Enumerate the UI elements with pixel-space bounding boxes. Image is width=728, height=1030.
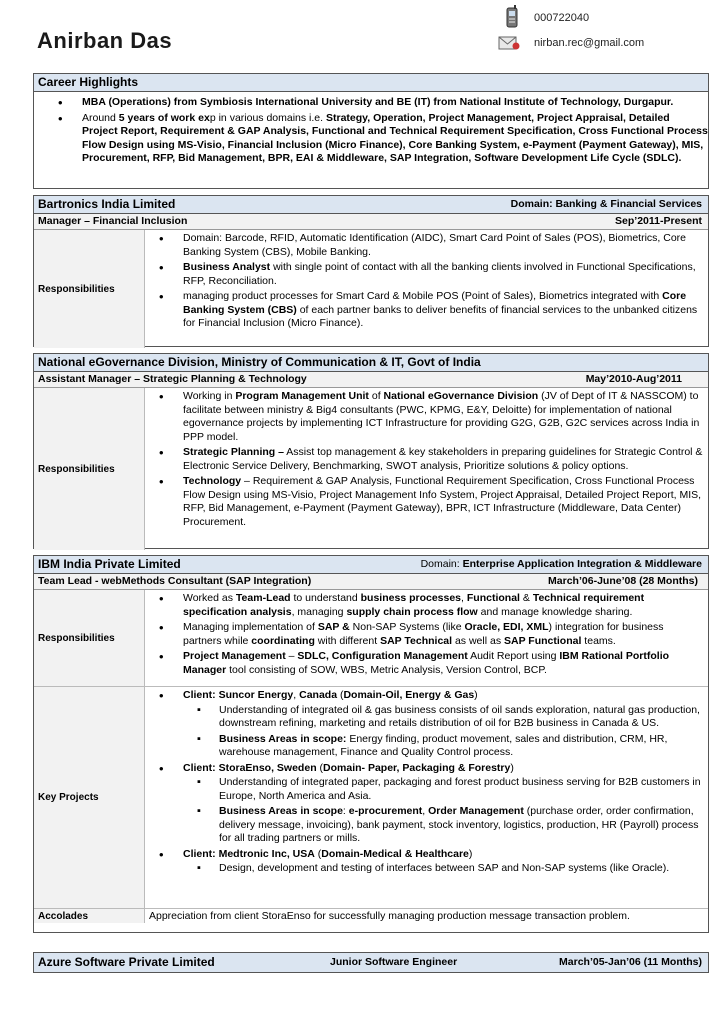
- responsibilities-row: [34, 590, 708, 687]
- row-label: Responsibilities: [34, 590, 145, 686]
- company-bar: [34, 953, 708, 972]
- email-address: nirban.rec@gmail.com: [534, 37, 645, 49]
- period: March’05-Jan’06 (11 Months): [559, 956, 702, 968]
- responsibilities-row: [34, 388, 708, 550]
- company-bar: [34, 556, 708, 574]
- company-bar: [34, 354, 708, 372]
- role-title: Team Lead - webMethods Consultant (SAP Integration): [38, 575, 312, 587]
- accolades-row: [34, 909, 708, 923]
- role-bar: [34, 574, 708, 590]
- period: March’06-June’08 (28 Months): [548, 575, 698, 587]
- project-detail: ▪ Understanding of integrated paper, packaging and forest product business serving for B2B customers in Europe, North America and Asia.: [211, 776, 704, 803]
- row-label: Key Projects: [34, 687, 145, 908]
- period: Sep’2011-Present: [615, 215, 702, 227]
- company-name: Azure Software Private Limited: [38, 955, 215, 969]
- role-title: Assistant Manager – Strategic Planning & Technology: [38, 373, 307, 385]
- list-item: • managing product processes for Smart Card & Mobile POS (Point of Sales), Biometrics integrated with Core Banking System (CBS) of each partner banks to deliver benefits of financial services to the unbanked citizens for Financial Inclusion (Micro Finance).: [175, 290, 704, 331]
- list-item: • Worked as Team-Lead to understand business processes, Functional & Technical requirement specification analysis, managing supply chain process flow and manage knowledge sharing.: [175, 592, 704, 619]
- company-name: National eGovernance Division, Ministry of Communication & IT, Govt of India: [38, 355, 481, 369]
- role-title: Manager – Financial Inclusion: [38, 215, 188, 227]
- key-projects-row: [34, 687, 708, 909]
- career-item: • Around 5 years of work exp in various domains i.e. Strategy, Operation, Project Management, Project Appraisal, Detailed Project Report, Requirement & GAP Analysis, Functional and Technical Requirement Specification, Cross Functional Process Flow Design using MS-Visio, Financial Inclusion (Micro Finance), Core Banking System, e-Payment (Payment Gateway), MIS, Procurement, RFP, Bid Management, BPR, EAI & Middleware, SAP Integration, Software Development Life Cycle (SDLC).: [74, 112, 708, 166]
- list-item: • Project Management – SDLC, Configuration Management Audit Report using IBM Rational Portfolio Manager tool consisting of SOW, WBS, Metric Analysis, Version Control, BCP.: [175, 650, 704, 677]
- role-bar: [34, 214, 708, 230]
- negd-section: [33, 353, 709, 549]
- domain-label: Domain: Banking & Financial Services: [510, 198, 702, 210]
- row-label: Accolades: [34, 909, 145, 923]
- candidate-name: Anirban Das: [37, 28, 173, 53]
- list-item: • Working in Program Management Unit of National eGovernance Division (JV of Dept of IT & NASSCOM) to facilitate between ministry & Big4 consultants (PWC, KPMG, E&Y, Deloitte) for implementation of national egovernance projects by implementing ICT Infrastructure for providing G2G, G2B, G2C services across India in PPP model.: [175, 390, 704, 444]
- career-highlights-section: [33, 73, 709, 189]
- phone-number: 000722040: [534, 12, 590, 24]
- project-detail: ▪ Business Areas in scope: Energy finding, product movement, sales and distribution, CRM, HR, warehouse management, Finance and Quality Control process.: [211, 733, 704, 760]
- row-label: Responsibilities: [34, 388, 145, 550]
- bartronics-section: [33, 195, 709, 347]
- accolades-text: Appreciation from client StoraEnso for successfully managing production message transaction problem.: [149, 910, 630, 922]
- project-detail: ▪ Business Areas in scope: e-procurement, Order Management (purchase order, order confirmation, delivery message, invoicing), bank payment, stock inventory, logistics, production, HR (Payroll) process for all trading partners or mills.: [211, 805, 704, 846]
- responsibilities-row: [34, 230, 708, 348]
- list-item: • Technology – Requirement & GAP Analysis, Functional Requirement Specification, Cross Functional Process Flow Design using MS-Visio, Project Management Info System, Project Appraisal, Detailed Project Report, MIS, RFP, Bid Management, e-Payment (Payment Gateway), BPR, ICT Infrastructure (Middleware, Data Center) Procurement.: [175, 475, 704, 529]
- azure-section: [33, 952, 709, 973]
- career-highlights-title: Career Highlights: [34, 74, 708, 92]
- company-name: Bartronics India Limited: [38, 197, 176, 211]
- domain-label: Domain: Enterprise Application Integration & Middleware: [420, 558, 702, 570]
- project-item: • Client: Medtronic Inc, USA (Domain-Medical & Healthcare) ▪ Design, development and testing of interfaces between SAP and Non-SAP systems (like Oracle).: [175, 848, 704, 876]
- project-detail: ▪ Understanding of integrated oil & gas business consists of oil sands exploration, natural gas production, downstream refining, marketing and retails distribution of oil for B2B business in Canada & US.: [211, 704, 704, 731]
- role-bar: [34, 372, 708, 388]
- role-title: Junior Software Engineer: [330, 956, 458, 968]
- project-item: • Client: Suncor Energy, Canada (Domain-Oil, Energy & Gas) ▪ Understanding of integrated oil & gas business consists of oil sands exploration, natural gas production, downstream refining, marketing and retails distribution of oil for B2B business in Canada & US. ▪ Business Areas in scope: Energy finding, product movement, sales and distribution, CRM, HR, warehouse management, Finance and Quality Control process.: [175, 689, 704, 760]
- company-bar: [34, 196, 708, 214]
- list-item: • Managing implementation of SAP & Non-SAP Systems (like Oracle, EDI, XML) integration for business partners while coordinating with different SAP Technical as well as SAP Functional teams.: [175, 621, 704, 648]
- resume-header: [0, 0, 728, 68]
- project-item: • Client: StoraEnso, Sweden (Domain- Paper, Packaging & Forestry) ▪ Understanding of integrated paper, packaging and forest product business serving for B2B customers in Europe, North America and Asia. ▪ Business Areas in scope: e-procurement, Order Management (purchase order, order confirmation, delivery message, invoicing), bank payment, stock inventory, logistics, production, HR (Payroll) process for all trading partners or mills.: [175, 762, 704, 846]
- period: May’2010-Aug’2011: [585, 373, 682, 385]
- list-item: • Business Analyst with single point of contact with all the banking clients involved in Functional Specifications, RFP, Reconciliation.: [175, 261, 704, 288]
- career-item: • MBA (Operations) from Symbiosis International University and BE (IT) from National Institute of Technology, Durgapur.: [74, 96, 708, 110]
- ibm-section: [33, 555, 709, 933]
- envelope-icon: [498, 33, 520, 51]
- row-label: Responsibilities: [34, 230, 145, 348]
- company-name: IBM India Private Limited: [38, 557, 181, 571]
- project-detail: ▪ Design, development and testing of interfaces between SAP and Non-SAP systems (like Oracle).: [211, 862, 704, 876]
- list-item: • Domain: Barcode, RFID, Automatic Identification (AIDC), Smart Card Point of Sales (POS), Biometrics, Core Banking System (CBS), Mobile Banking.: [175, 232, 704, 259]
- mobile-phone-icon: [504, 5, 520, 29]
- list-item: • Strategic Planning – Assist top management & key stakeholders in preparing guidelines for Strategic Control & Electronic Service Delivery, Benchmarking, SWOT analysis, Prioritize solutions & policy options.: [175, 446, 704, 473]
